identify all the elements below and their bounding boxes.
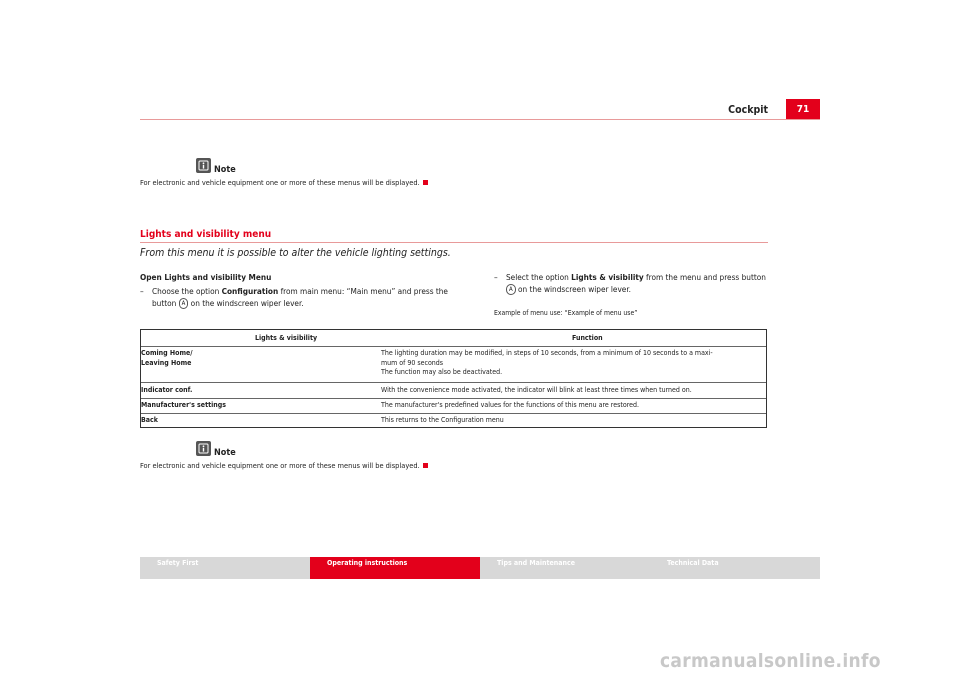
note-top <box>196 158 211 173</box>
end-of-section-mark <box>423 180 428 185</box>
note-bottom-body: For electronic and vehicle equipment one or more of these menus will be displayed. <box>140 461 420 470</box>
table-header-function: Function <box>572 334 603 342</box>
section-title: Lights and visibility menu <box>140 229 272 240</box>
row-name-line: Leaving Home <box>141 358 192 367</box>
step-2-text-c: on the windscreen wiper lever. <box>515 283 631 294</box>
step-1-text-c: on the windscreen wiper lever. <box>188 297 304 308</box>
section-intro: From this menu it is possible to alter the vehicle lighting settings. <box>140 247 451 259</box>
footer-nav <box>140 557 820 579</box>
row-name-line: Coming Home/ <box>141 349 193 357</box>
menu-table <box>140 329 767 428</box>
row-function-line: The function may also be deactivated. <box>381 368 503 377</box>
step-2 <box>494 272 768 295</box>
row-function-line: mum of 90 seconds <box>381 358 444 367</box>
footer-tab-operating-instructions[interactable]: Operating instructions <box>310 557 480 579</box>
row-divider <box>141 413 766 414</box>
info-note-icon <box>196 158 211 173</box>
section-rule <box>140 242 768 243</box>
step-1 <box>140 286 470 309</box>
step-1-option: Configuration <box>221 286 279 296</box>
step-1-text-b: from main menu: “Main menu” and press the button <box>152 286 448 308</box>
step-1-text-a: Choose the option <box>152 286 222 296</box>
note-top-text <box>140 178 465 189</box>
table-header-lights: Lights & visibility <box>255 334 318 342</box>
step-2-text-b: from the menu and press button <box>643 272 766 282</box>
end-of-section-mark <box>423 463 428 468</box>
note-bottom-title: Note <box>214 448 236 458</box>
footer-tab-technical-data[interactable]: Technical Data <box>667 559 719 567</box>
step-dash: – <box>494 272 498 282</box>
header-rule <box>140 119 820 120</box>
row-function: With the convenience mode activated, the indicator will blink at least three times when turned on. <box>381 386 692 394</box>
step-2-option: Lights & visibility <box>571 272 644 282</box>
page-section-title: Cockpit <box>728 104 768 116</box>
row-divider <box>141 346 766 347</box>
table-caption: Example of menu use: “Example of menu use” <box>494 309 638 317</box>
row-function-line: The lighting duration may be modified, in steps of 10 seconds, from a minimum of 10 seconds to a maxi- <box>381 349 713 357</box>
row-divider <box>141 398 766 399</box>
row-name: Manufacturer's settings <box>141 401 226 409</box>
note-bottom-text <box>140 461 465 472</box>
step-2-text-a: Select the option <box>506 272 572 282</box>
info-note-icon <box>196 441 211 456</box>
subsection-title: Open Lights and visibility Menu <box>140 272 272 282</box>
watermark: carmanualsonline.info <box>660 650 881 672</box>
row-name <box>141 349 193 368</box>
row-function <box>381 349 765 378</box>
footer-tab-tips-maintenance[interactable]: Tips and Maintenance <box>497 559 575 567</box>
note-top-body: For electronic and vehicle equipment one or more of these menus will be displayed. <box>140 178 420 187</box>
note-top-title: Note <box>214 165 236 175</box>
button-label: A <box>181 299 186 307</box>
note-bottom <box>196 441 211 456</box>
page-number: 71 <box>786 99 820 120</box>
wiper-button-a-icon <box>179 298 189 309</box>
footer-tab-safety-first[interactable]: Safety First <box>157 559 199 567</box>
step-dash: – <box>140 286 144 296</box>
wiper-button-a-icon <box>506 284 516 295</box>
row-function: This returns to the Configuration menu <box>381 416 504 424</box>
button-label: A <box>509 285 513 293</box>
row-name: Indicator conf. <box>141 386 193 394</box>
row-divider <box>141 382 766 383</box>
row-function: The manufacturer's predefined values for the functions of this menu are restored. <box>381 401 640 409</box>
row-name: Back <box>141 416 158 424</box>
